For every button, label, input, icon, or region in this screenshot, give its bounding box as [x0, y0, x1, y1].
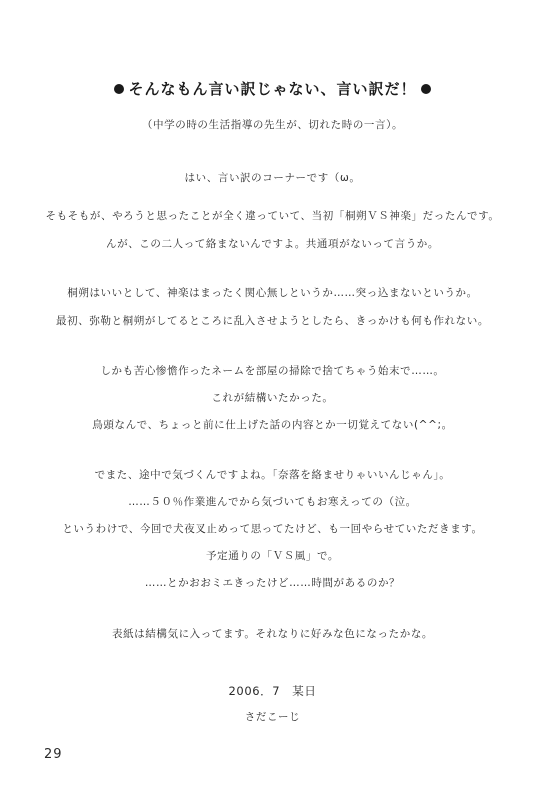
- paragraph-line: ……５０％作業進んでから気づいてもお寒えっての（泣。: [128, 496, 417, 508]
- page-number: 29: [44, 747, 63, 762]
- paragraph-line: 表紙は結構気に入ってます。それなりに好みな色になったかな。: [111, 628, 434, 640]
- paragraph-line: 最初、弥勒と桐朔がしてるところに乱入させようとしたら、きっかけも何も作れない。: [56, 315, 489, 327]
- paragraph-line: というわけで、今回で犬夜叉止めって思ってたけど、も一回やらせていただきます。: [62, 523, 483, 535]
- bullet-dot-icon: [114, 84, 124, 94]
- paragraph-line: そもそもが、やろうと思ったことが全く違っていて、当初「桐朔ＶＳ神楽」だったんです。: [45, 210, 500, 222]
- paragraph-line: でまた、途中で気づくんですよね。「奈落を絡ませりゃいいんじゃん」。: [94, 469, 451, 481]
- author-name: さだこーじ: [244, 711, 301, 723]
- subtitle: （中学の時の生活指導の先生が、切れた時の一言）。: [141, 119, 404, 131]
- paragraph-line: はい、言い訳のコーナーです（ω。: [184, 172, 361, 184]
- paragraph-line: 桐朔はいいとして、神楽はまったく関心無しというか……突っ込まないというか。: [67, 287, 478, 299]
- paragraph-line: 予定通りの「ＶＳ風」で。: [206, 550, 339, 562]
- paragraph-line: んが、この二人って絡まないんですよ。共通項がないって言うか。: [106, 238, 439, 250]
- paragraph-line: ……とかおおミエきったけど……時間があるのか？: [144, 577, 401, 589]
- paragraph-line: しかも苦心惨憺作ったネームを部屋の掃除で捨てちゃう始末で……。: [100, 365, 445, 377]
- title-text: そんなもん言い訳じゃない、言い訳だ！: [128, 80, 417, 98]
- date: 2006．7 某日: [228, 684, 317, 698]
- bullet-dot-icon: [421, 84, 431, 94]
- paragraph-line: これが結構いたかった。: [211, 392, 334, 404]
- paragraph-line: 鳥頭なんで、ちょっと前に仕上げた話の内容とか一切覚えてない(^^;。: [92, 419, 453, 431]
- page-title: [0, 78, 545, 99]
